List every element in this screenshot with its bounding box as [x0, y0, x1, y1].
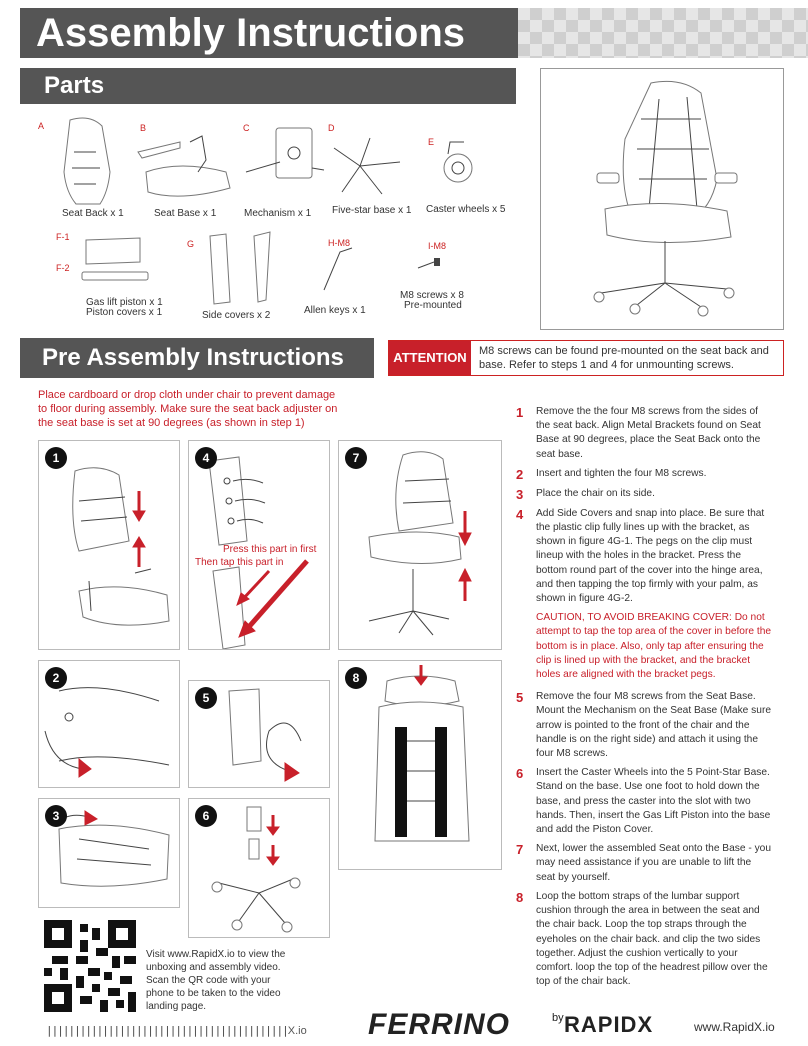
step-text: Remove the the four M8 screws from the sides of the seat back. Align Metal Brackets found on Seat Base at 90 degrees, place the Seat Back onto the seat base. — [536, 406, 761, 460]
part-letter-b: B — [140, 123, 147, 133]
figure-badge-8: 8 — [345, 667, 367, 689]
seat-back-drawing — [64, 118, 110, 204]
step-text: Add Side Covers and snap into place. Be sure that the plastic clip fully lines up with the bracket, as shown in figure 4G-1. The pegs on the clip must lineup with the holes in the bracket. Press the bottom round part of the cover into the hinge area, and then tapping the top firmly with your palm, as shown in figure 4G-2. — [536, 507, 765, 605]
step-7-drawing — [339, 441, 502, 650]
assembled-chair-figure — [540, 68, 784, 330]
step-number: 1 — [516, 405, 524, 420]
figure-step-4 — [188, 440, 330, 650]
part-label-allen-keys: Allen keys x 1 — [304, 305, 366, 316]
visit-text: Visit www.RapidX.io to view the unboxing and assembly video. Scan the QR code with your phone to be taken to the video landing page. — [146, 949, 286, 1012]
barcode-text: X.io — [287, 1025, 307, 1037]
step-2 — [516, 467, 772, 482]
attention-message: M8 screws can be found pre-mounted on the seat back and base. Refer to steps 1 and 4 for unmounting screws. — [479, 345, 769, 371]
side-covers-drawing — [210, 232, 270, 304]
figure-badge-2: 2 — [45, 667, 67, 689]
figure-badge-6: 6 — [195, 805, 217, 827]
step-text: Remove the four M8 screws from the Seat Base. Mount the Mechanism on the Seat Base (Make sure arrow is pointed to the front of the chair and the handle is on the right side) and attach it using the four M8 screws. — [536, 691, 771, 760]
step-number: 3 — [516, 486, 524, 502]
figure-step-7 — [338, 440, 502, 650]
part-letter-f1: F-1 — [56, 232, 70, 242]
assembly-steps — [516, 405, 772, 994]
step-text: Next, lower the assembled Seat onto the Base - you may need assistance if you are unable to lift the seat by yourself. — [536, 843, 772, 883]
part-label-premounted: Pre-mounted — [404, 300, 462, 311]
figure-badge-1: 1 — [45, 447, 67, 469]
step-8-drawing — [339, 661, 502, 870]
figure-step-3 — [38, 798, 180, 908]
ferrino-logo: FERRINO — [368, 1008, 510, 1041]
header-pattern — [518, 8, 808, 58]
step-4-press-label: Press this part in first — [223, 544, 317, 555]
part-letter-f2: F-2 — [56, 263, 70, 273]
qr-code[interactable] — [44, 920, 136, 1012]
page-title: Assembly Instructions — [20, 8, 520, 58]
rapidx-logo: RAPIDX — [564, 1012, 654, 1037]
floor-warning: Place cardboard or drop cloth under chair to prevent damage to floor during assembly. Make sure the seat back adjuster on the seat base is set at 90 degrees (as shown in step 1) — [38, 389, 338, 429]
figure-badge-3: 3 — [45, 805, 67, 827]
barcode-bars: ||||||||||||||||||||||||||||||||||||||||||| — [46, 1024, 288, 1037]
step-4-tap-label: Then tap this part in — [195, 557, 284, 568]
figure-step-6 — [188, 798, 330, 938]
step-number: 8 — [516, 889, 524, 905]
step-number: 2 — [516, 466, 524, 482]
step-text: Loop the bottom straps of the lumbar support cushion through the area in between the seat and the chair back. Loop the top straps through the eyeholes on the chair back. and clip the two sides together. Adjust the cushion vertically to your comfort. loop the top of the headrest pillow over the top of the chair back. — [536, 890, 768, 988]
figure-badge-7: 7 — [345, 447, 367, 469]
part-label-gas-lift: Gas lift piston x 1 — [86, 297, 163, 308]
part-letter-c: C — [243, 123, 250, 133]
figure-badge-4: 4 — [195, 447, 217, 469]
part-label-piston-covers: Piston covers x 1 — [86, 307, 163, 318]
step-1 — [516, 405, 772, 462]
step-number: 7 — [516, 842, 524, 858]
figure-step-2 — [38, 660, 180, 788]
figure-badge-5: 5 — [195, 687, 217, 709]
part-letter-d: D — [328, 123, 335, 133]
step-6 — [516, 766, 772, 837]
mechanism-drawing — [246, 128, 324, 178]
step-7 — [516, 842, 772, 885]
part-label-seat-back: Seat Back x 1 — [62, 208, 124, 219]
part-label-side-covers: Side covers x 2 — [202, 310, 271, 321]
part-letter-a: A — [38, 121, 45, 131]
step-number: 4 — [516, 506, 524, 522]
part-label-caster-wheels: Caster wheels x 5 — [426, 204, 506, 215]
step-1-drawing — [39, 441, 180, 650]
step-5 — [516, 690, 772, 761]
step-3 — [516, 487, 772, 502]
step-4 — [516, 507, 772, 606]
assembled-chair-drawing — [541, 69, 784, 330]
parts-heading: Parts — [20, 68, 516, 104]
part-label-seat-base: Seat Base x 1 — [154, 208, 217, 219]
step-number: 5 — [516, 690, 524, 706]
part-letter-e: E — [428, 137, 435, 147]
part-letter-g: G — [187, 239, 195, 249]
figure-step-1 — [38, 440, 180, 650]
attention-box — [388, 340, 784, 376]
by-label: by — [552, 1012, 564, 1024]
gas-piston-drawing — [82, 238, 148, 280]
part-label-five-star-base: Five-star base x 1 — [332, 205, 412, 216]
part-label-m8-screws: M8 screws x 8 — [400, 290, 464, 301]
step-number: 6 — [516, 766, 524, 782]
caster-drawing — [444, 142, 472, 182]
step-8 — [516, 890, 772, 989]
step-text: Insert and tighten the four M8 screws. — [536, 467, 707, 479]
part-letter-h: H-M8 — [328, 238, 350, 248]
pre-assembly-heading: Pre Assembly Instructions — [20, 338, 374, 378]
barcode — [46, 1024, 307, 1037]
attention-tag: ATTENTION — [389, 341, 471, 375]
website-link[interactable]: www.RapidX.io — [694, 1020, 775, 1034]
figure-step-5 — [188, 680, 330, 788]
figure-step-8 — [338, 660, 502, 870]
five-star-base-drawing — [334, 138, 400, 194]
step-text: Place the chair on its side. — [536, 487, 655, 499]
step-text: Insert the Caster Wheels into the 5 Point-Star Base. Stand on the base. Use one foot to hold down the base, and press the caster into the slot with two hands. Then, insert the Gas Lift Piston into the base and add the Piston Cover. — [536, 767, 771, 836]
seat-base-drawing — [138, 136, 230, 196]
part-letter-i: I-M8 — [428, 241, 446, 251]
part-label-mechanism: Mechanism x 1 — [244, 208, 312, 219]
screw-drawing — [418, 258, 440, 268]
allen-key-drawing — [324, 248, 352, 290]
caution-text: CAUTION, TO AVOID BREAKING COVER: Do not attempt to tap the top area of the cover in before the bottom is in place. Also, only tap after ensuring the clip is lined up with the bracket, and the bracket holes are aligned with the bracket pegs. — [536, 612, 772, 681]
